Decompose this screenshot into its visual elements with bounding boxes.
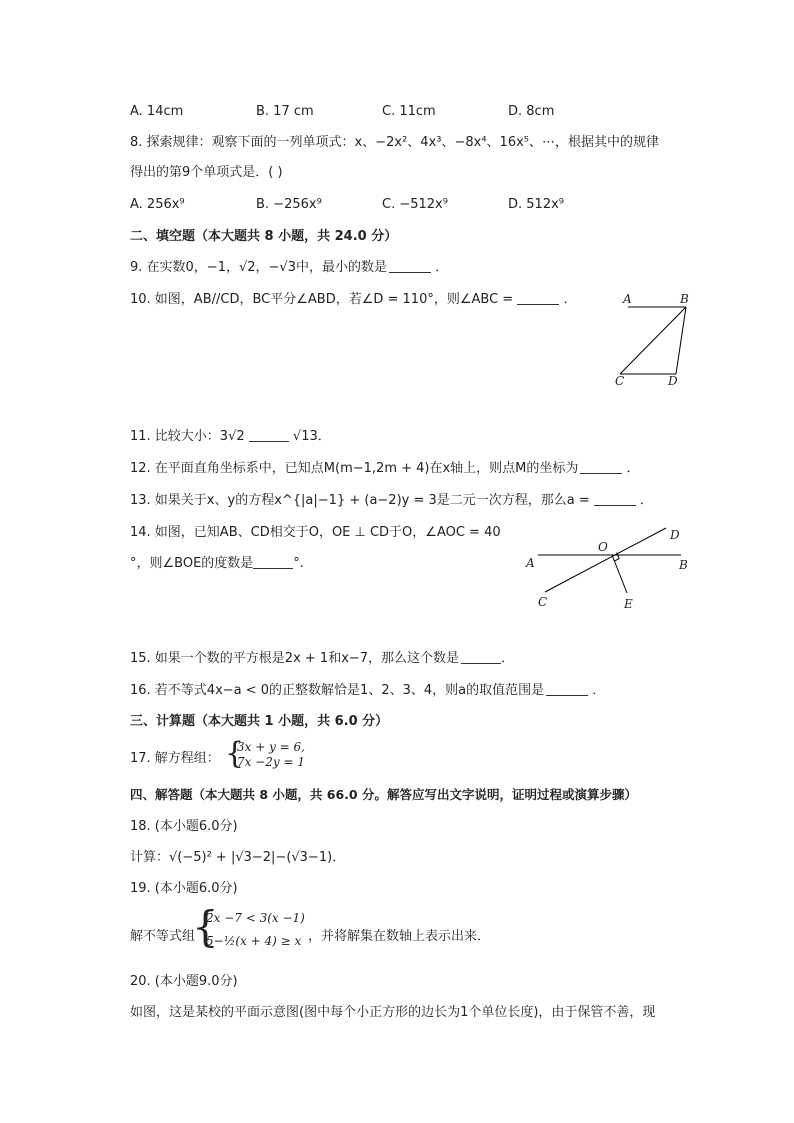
q18-body: 计算：√(−5)² + |√3−2|−(√3−1)． [130,850,346,865]
q11-right: √13． [292,429,331,444]
q8-stem-line2: 得出的第9个单项式是．( ) [130,165,283,180]
q20-head: 20. (本小题9.0分) [130,974,238,989]
q16-stem: 16. 若不等式4x−a < 0的正整数解恰是1、2、3、4，则a的取值范围是 [130,683,545,698]
q7-option-d: D. 8cm [508,104,555,119]
q10-label-c: C [615,374,625,388]
q14-label-o: O [598,540,608,554]
q20-body: 如图，这是某校的平面示意图(图中每个小正方形的边长为1个单位长度)，由于保管不善，现 [130,1005,656,1020]
q19-suffix: ，并将解集在数轴上表示出来． [308,929,491,944]
q16-text: 16. 若不等式4x−a < 0的正整数解恰是1、2、3、4，则a的取值范围是 ． [130,683,606,698]
q8-option-a: A. 256x⁹ [130,197,185,212]
q17-equation-1: 3x + y = 6, [237,740,305,754]
q19-brace: { [192,902,219,951]
q14-degree: °. [293,556,304,571]
q14-stem: °，则∠BOE的度数是 [130,556,254,571]
q8-option-d: D. 512x⁹ [508,197,564,212]
q19-prefix: 解不等式组 [130,929,196,944]
section-fill-in-heading: 二、填空题（本大题共 8 小题，共 24.0 分） [130,229,398,244]
section-calc-heading: 三、计算题（本大题共 1 小题，共 6.0 分） [130,714,389,729]
q17-equation-2: 7x −2y = 1 [237,755,306,769]
q14-line1: 14. 如图，已知AB、CD相交于O，OE ⊥ CD于O，∠AOC = 40 [130,525,501,540]
q10-label-d: D [668,374,678,388]
q9-text: 9. 在实数0，−1，√2，−√3中，最小的数是 ． [130,260,449,275]
q8-option-b: B. −256x⁹ [256,197,322,212]
q7-option-b: B. 17 cm [256,104,314,119]
q19-head: 19. (本小题6.0分) [130,881,238,896]
q14-label-e: E [624,597,633,611]
q12-text: 12. 在平面直角坐标系中，已知点M(m−1,2m + 4)在x轴上，则点M的坐标为 ． [130,461,640,476]
q11-left: 11. 比较大小：3√2 [130,429,245,444]
q8-option-c: C. −512x⁹ [382,197,448,212]
q9-stem: 9. 在实数0，−1，√2，−√3中，最小的数是 [130,260,387,275]
q7-option-a: A. 14cm [130,104,184,119]
q7-option-c: C. 11cm [382,104,436,119]
q17-stem: 17. 解方程组： [130,751,220,766]
q19-inequality-1: 2x −7 < 3(x −1) [206,911,305,925]
q17-brace: { [225,736,245,771]
section-answer-heading: 四、解答题（本大题共 8 小题，共 66.0 分。解答应写出文字说明，证明过程或演算步骤） [130,787,637,802]
q15-text: 15. 如果一个数的平方根是2x + 1和x−7，那么这个数是 ． [130,651,515,666]
q18-head: 18. (本小题6.0分) [130,819,238,834]
q14-label-a: A [526,556,535,570]
q10-label-b: B [680,292,689,306]
q10-label-a: A [623,292,632,306]
q14-label-c: C [538,595,548,609]
q13-stem: 13. 如果关于x、y的方程x^{|a|−1} + (a−2)y = 3是二元一次方程，那么a = [130,493,590,508]
q16-answer-blank[interactable] [546,682,588,696]
q14-label-b: B [679,558,688,572]
q14-label-d: D [670,528,680,542]
q15-stem: 15. 如果一个数的平方根是2x + 1和x−7，那么这个数是 [130,651,460,666]
q15-answer-blank[interactable] [461,650,501,664]
q10-text: 10. 如图，AB//CD，BC平分∠ABD，若∠D = 110°，则∠ABC = ． [130,292,577,307]
q8-stem-line1: 8. 探索规律：观察下面的一列单项式：x、−2x²、4x³、−8x⁴、16x⁵、⋯，根据其中的规律 [130,135,659,150]
q10-stem: 10. 如图，AB//CD，BC平分∠ABD，若∠D = 110°，则∠ABC = [130,292,514,307]
q12-stem: 12. 在平面直角坐标系中，已知点M(m−1,2m + 4)在x轴上，则点M的坐标为 [130,461,579,476]
q19-inequality-2: 5−½(x + 4) ≥ x [206,934,302,948]
q13-text: 13. 如果关于x、y的方程x^{|a|−1} + (a−2)y = 3是二元一次方程，那么a = ． [130,493,654,508]
